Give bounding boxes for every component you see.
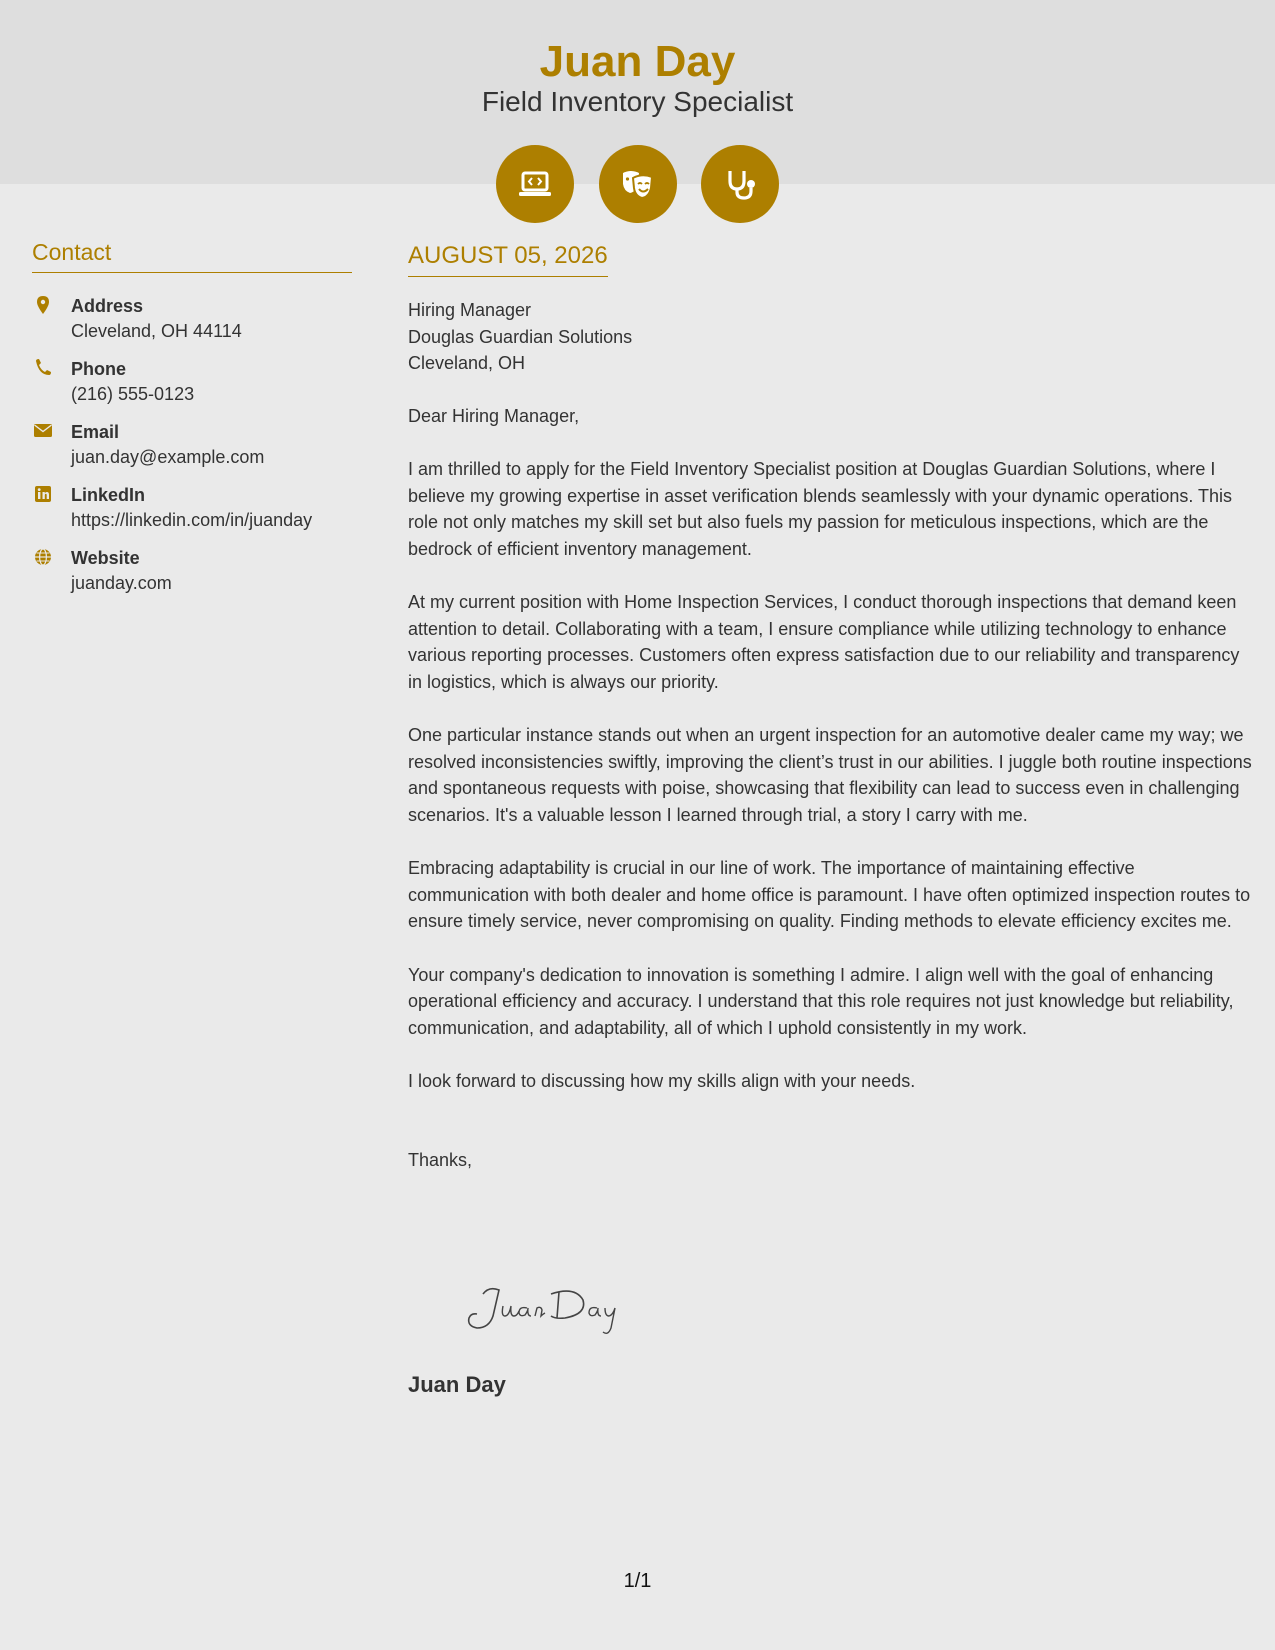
address-value: Cleveland, OH 44114 bbox=[71, 321, 242, 341]
linkedin-icon bbox=[34, 484, 52, 504]
contact-phone bbox=[32, 344, 352, 407]
letter-date: AUGUST 05, 2026 bbox=[408, 240, 608, 277]
globe-icon bbox=[34, 547, 52, 567]
linkedin-value[interactable]: https://linkedin.com/in/juanday bbox=[71, 510, 313, 530]
email-value[interactable]: juan.day@example.com bbox=[71, 447, 265, 467]
letter-paragraph: Your company's dedication to innovation is something I admire. I align well with the goal of enhancing operational efficiency and accuracy. I understand that this role requires not just knowledge but reliability, communication, and adaptability, all of which I uphold consistently in my work. bbox=[408, 964, 1234, 1038]
letter-paragraph: I am thrilled to apply for the Field Inventory Specialist position at Douglas Guardian Solutions, where I believe my growing expertise in asset verification blends seamlessly with your dynamic operations. This role not only matches my skill set but also fuels my passion for meticulous inspections, which are the bedrock of efficient inventory management. bbox=[408, 459, 1233, 559]
recipient-line: Cleveland, OH bbox=[408, 353, 526, 373]
website-value[interactable]: juanday.com bbox=[71, 573, 172, 593]
closing: Thanks, bbox=[408, 1149, 473, 1170]
envelope-icon bbox=[34, 421, 52, 441]
recipient-block bbox=[408, 297, 1253, 377]
theater-masks-icon bbox=[599, 145, 677, 223]
handwritten-signature bbox=[455, 1280, 635, 1340]
contact-heading: Contact bbox=[32, 236, 352, 273]
letter-paragraph: Embracing adaptability is crucial in our line of work. The importance of maintaining effective communication with both dealer and home office is paramount. I have often optimized inspection routes to ensure timely service, never compromising on quality. Finding methods to elevate efficiency excites me. bbox=[408, 858, 1251, 931]
page-number: 1/1 bbox=[623, 1570, 652, 1592]
letter-paragraph: At my current position with Home Inspection Services, I conduct thorough inspections that demand keen attention to detail. Collaborating with a team, I ensure compliance while utilizing technology to enhance various reporting processes. Customers often express satisfaction due to our reliability and transparency in logistics, which is always our priority. bbox=[408, 592, 1240, 692]
map-pin-icon bbox=[34, 295, 52, 315]
email-label: Email bbox=[71, 422, 120, 442]
laptop-code-icon bbox=[496, 145, 574, 223]
job-title: Field Inventory Specialist bbox=[481, 86, 794, 117]
contact-email bbox=[32, 407, 352, 470]
phone-value[interactable]: (216) 555-0123 bbox=[71, 384, 195, 404]
website-label: Website bbox=[71, 548, 140, 568]
contact-website bbox=[32, 533, 352, 596]
linkedin-label: LinkedIn bbox=[71, 485, 146, 505]
letter-paragraph: I look forward to discussing how my skills align with your needs. bbox=[408, 1071, 916, 1091]
applicant-name: Juan Day bbox=[539, 37, 736, 86]
greeting: Dear Hiring Manager, bbox=[408, 405, 580, 426]
stethoscope-icon bbox=[701, 145, 779, 223]
contact-address bbox=[32, 281, 352, 344]
address-label: Address bbox=[71, 296, 144, 316]
phone-label: Phone bbox=[71, 359, 127, 379]
contact-linkedin bbox=[32, 470, 352, 533]
phone-icon bbox=[34, 358, 52, 378]
recipient-line: Douglas Guardian Solutions bbox=[408, 326, 633, 347]
contact-sidebar bbox=[32, 236, 352, 596]
signed-name: Juan Day bbox=[408, 1372, 506, 1397]
letter-paragraph: One particular instance stands out when an urgent inspection for an automotive dealer came my way; we resolved inconsistencies swiftly, improving the client’s trust in our abilities. I juggle both routine inspections and spontaneous requests with poise, showcasing that flexibility can lead to success even in challenging scenarios. It's a valuable lesson I learned through trial, a story I carry with me. bbox=[408, 725, 1252, 825]
recipient-line: Hiring Manager bbox=[408, 300, 532, 320]
letter-body bbox=[408, 240, 1253, 1173]
